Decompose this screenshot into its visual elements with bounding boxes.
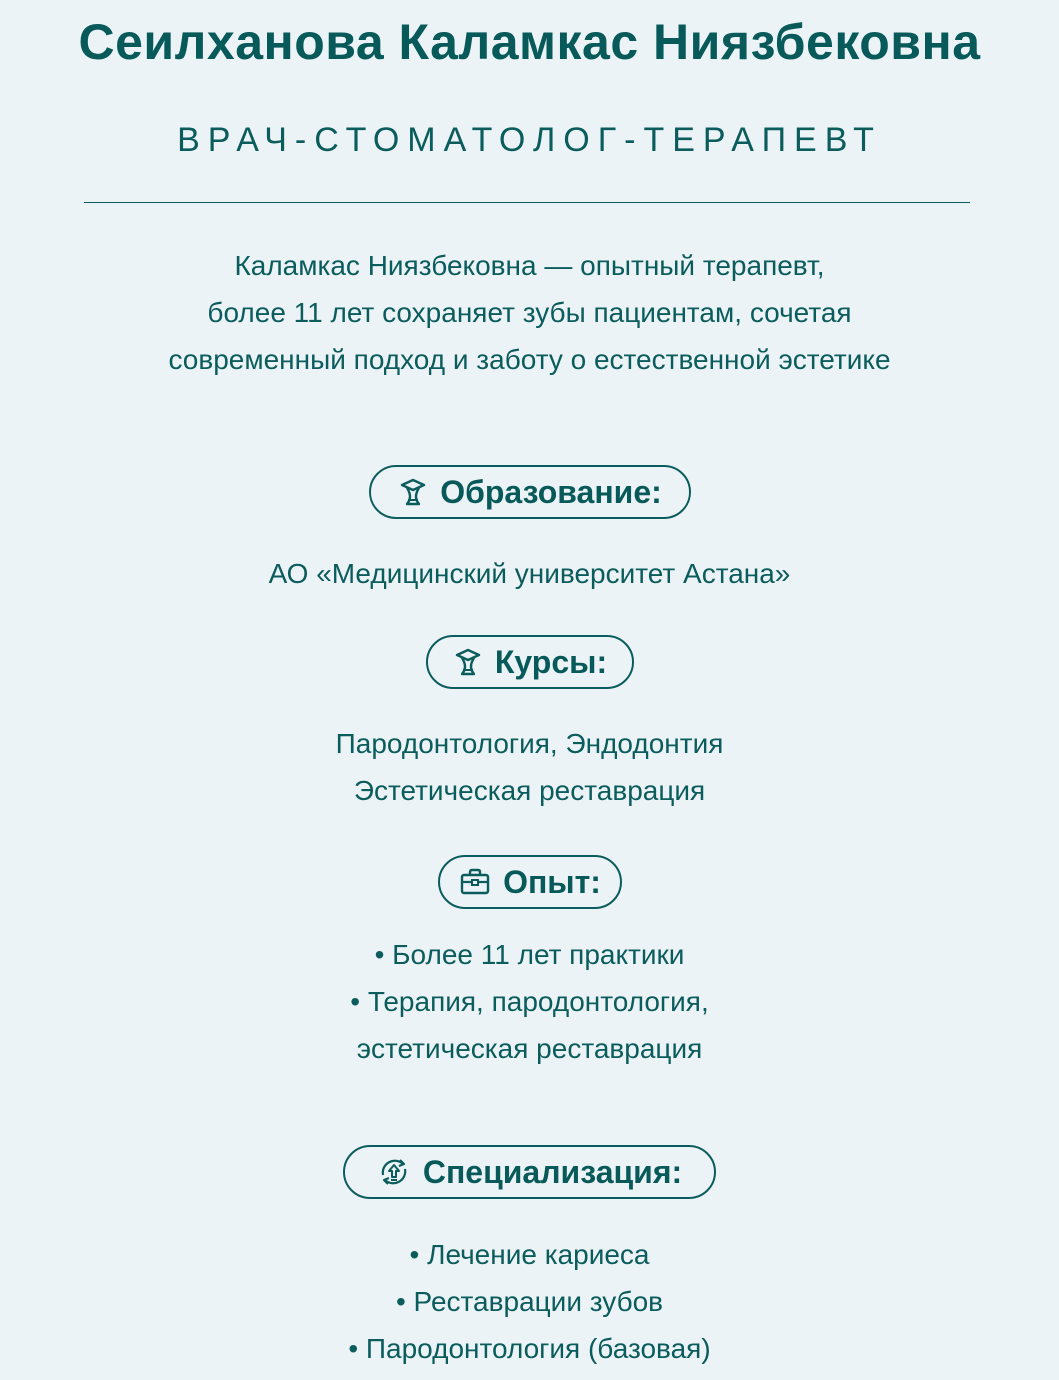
specialization-item: • Пародонтология (базовая) bbox=[348, 1333, 711, 1364]
intro-line: более 11 лет сохраняет зубы пациентам, сочетая bbox=[207, 297, 852, 328]
intro-text bbox=[0, 242, 1059, 383]
experience-title: Опыт: bbox=[503, 863, 601, 900]
specialization-list bbox=[0, 1231, 1059, 1372]
experience-item: эстетическая реставрация bbox=[356, 1033, 703, 1064]
experience-item: • Терапия, пародонтология, bbox=[350, 986, 709, 1017]
briefcase-icon bbox=[459, 867, 491, 897]
doctor-role: ВРАЧ-СТОМАТОЛОГ-ТЕРАПЕВТ bbox=[177, 121, 882, 159]
courses-title: Курсы: bbox=[494, 643, 608, 680]
divider bbox=[84, 202, 970, 203]
experience-heading bbox=[438, 855, 622, 909]
intro-line: современный подход и заботу о естественной эстетике bbox=[168, 344, 891, 375]
courses-list bbox=[0, 720, 1059, 814]
courses-item: Эстетическая реставрация bbox=[353, 775, 706, 806]
experience-item: • Более 11 лет практики bbox=[374, 939, 685, 970]
courses-item: Пародонтология, Эндодонтия bbox=[335, 728, 724, 759]
education-item: АО «Медицинский университет Астана» bbox=[268, 558, 791, 589]
specialization-title: Специализация: bbox=[422, 1153, 683, 1190]
experience-list bbox=[0, 931, 1059, 1072]
graduation-icon bbox=[398, 477, 428, 507]
specialization-item: • Реставрации зубов bbox=[395, 1286, 664, 1317]
specialization-heading bbox=[343, 1145, 716, 1199]
education-list bbox=[0, 550, 1059, 597]
education-heading bbox=[369, 465, 691, 519]
education-title: Образование: bbox=[440, 473, 662, 510]
graduation-icon bbox=[453, 647, 483, 677]
doctor-name: Сеилханова Каламкас Ниязбековна bbox=[78, 14, 981, 70]
specialization-item: • Лечение кариеса bbox=[409, 1239, 650, 1270]
intro-line: Каламкас Ниязбековна — опытный терапевт, bbox=[234, 250, 825, 281]
courses-heading bbox=[426, 635, 634, 689]
cycle-arrow-icon bbox=[377, 1155, 411, 1189]
